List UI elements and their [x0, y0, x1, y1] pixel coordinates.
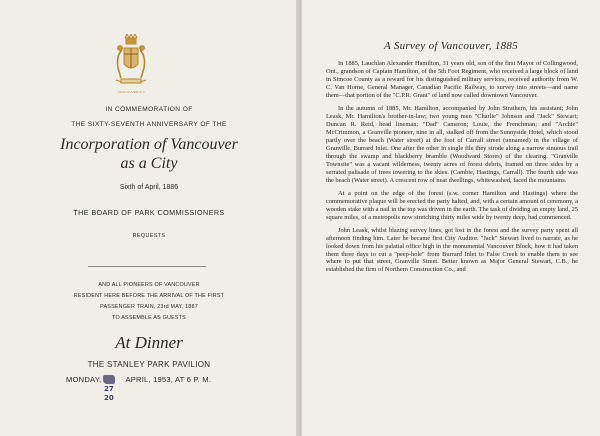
as-a-city-title: as a City	[120, 155, 178, 172]
at-dinner-heading: At Dinner	[115, 333, 183, 352]
handwritten-27: 27	[104, 385, 114, 393]
when-prefix: MONDAY,	[66, 375, 102, 384]
handwritten-20: 20	[104, 394, 114, 402]
paragraph-3: At a point on the edge of the forest (s.w. corner Hamilton and Hastings) where the commemorative plaque will be erected the party halted, and, with a certain amount of ceremony, a wooden stake with a nail in the top was driven in the earth. The task of dividing an empty land, 25 square miles, of a metropolis now stretching thirty miles wide by twenty deep, had commenced.	[326, 189, 578, 221]
when-suffix: APRIL, 1953, AT 6 P. M.	[125, 375, 212, 384]
paragraph-4: John Leask, whilst blazing survey lines, got lost in the forest and the survey party spent all afternoon finding him. Later he became first City Auditor. "Jack" Stewart lived to narrate, as he looked down from his palatial office high in the monumental Vancouver Block, how it had taken them three days to cut a "peep-hole" from Burrard Inlet to False Creek to enable them to see where to put that street, Granville Street. Better known as Major General Stewart, C.B., he established the firm of Northern Construction Co., and	[326, 226, 578, 274]
pioneers-line-2: RESIDENT HERE BEFORE THE ARRIVAL OF THE FIRST	[73, 293, 225, 299]
vancouver-crest-icon	[112, 34, 150, 90]
survey-title: A Survey of Vancouver, 1885	[383, 40, 519, 52]
incorporation-title: Incorporation of Vancouver	[60, 136, 238, 153]
anniversary-line: THE SIXTY-SEVENTH ANNIVERSARY OF THE	[71, 121, 227, 128]
pioneers-line-4: TO ASSEMBLE AS GUESTS	[112, 315, 186, 321]
pioneers-line-3: PASSENGER TRAIN, 23rd MAY, 1887	[100, 304, 198, 310]
paragraph-2: In the autumn of 1885, Mr. Hamilton, accompanied by John Strathern, his assistant; John Leask, Mr. Hamilton's brother-in-law; two young men "Charlie" Johnson and "Jack" Stewart; Duncan R. Reid, head lineman; "Dad" Cameron; Louie, the Frenchman; and "Archie" McCrimmon, a Granville pioneer, nine in all, stalked off from the Sunnyside Hotel, which stood partly over the beach (Water street) at the foot of Carrall street (unnamed) in the village of Granville, Burrard Inlet. One after the other in single file they strode along a narrow sinuous trail through the swamp and blackberry bramble (Woodward Stores) of the clearing. "Granville Townsite" was a vacant wilderness, twenty acres of forest debris, framed on three sides by a serrated palisade of trees towering to the skies. (Cambie, Hastings, Carrall). The fourth side was the beach (Water street). A crescent row of neat dwellings, whitewashed, faced the mountains.	[326, 104, 578, 184]
venue-line: THE STANLEY PARK PAVILION	[87, 360, 211, 369]
pioneers-line-1: AND ALL PIONEERS OF VANCOUVER	[98, 282, 200, 288]
board-line: THE BOARD OF PARK COMMISSIONERS	[73, 208, 225, 217]
requests-line: REQUESTS	[132, 233, 166, 239]
invitation-page	[0, 0, 298, 436]
history-page	[302, 0, 600, 436]
date-time-line	[66, 375, 211, 384]
crossed-out-date	[103, 375, 115, 384]
survey-article	[326, 60, 578, 280]
divider	[88, 266, 206, 267]
crest-caption: VANCOUVER B.C.	[117, 90, 147, 94]
incorporation-date: Sixth of April, 1886	[119, 184, 179, 191]
commemoration-line: IN COMMEMORATION OF	[105, 106, 193, 113]
paragraph-1: In 1885, Lauchlan Alexander Hamilton, 31 years old, son of the first Mayor of Collingwood, Ont., grandson of Captain Hamilton, of the 5th Foot Regiment, who received a large block of land in Simcoe County as a reward for his distinguished military services, received authority from W. C. Van Horne, General Manager, Canadian Pacific Railway, to survey into streets—and name them—that portion of the "C.P.R. Grant" of land now called downtown Vancouver.	[326, 60, 578, 99]
